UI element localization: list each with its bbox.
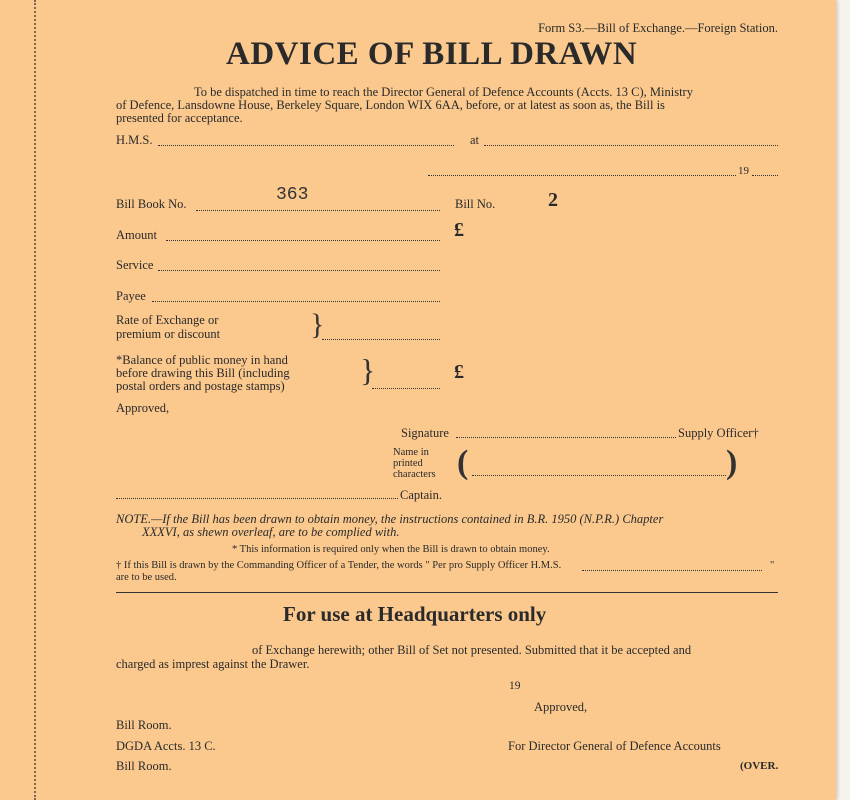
instruction-line-3: presented for acceptance. (116, 111, 243, 125)
name-label-line-1: Name in (393, 447, 429, 458)
payee-label: Payee (116, 289, 146, 303)
hq-line-1: of Exchange herewith; other Bill of Set not presented. Submitted that it be accepted and (252, 643, 692, 657)
rate-label-line-2: premium or discount (116, 327, 221, 341)
hq-approved: Approved, (534, 700, 588, 714)
hms-label: H.M.S. (116, 133, 153, 147)
hms-field[interactable] (158, 145, 454, 146)
balance-label-line-2: before drawing this Bill (including (116, 366, 290, 380)
bill-book-no-field[interactable] (196, 210, 440, 211)
name-close-paren: ) (726, 444, 738, 481)
perforation-line (34, 0, 36, 800)
footnote-dagger-quote: " (770, 560, 775, 571)
bill-room-1: Bill Room. (116, 718, 172, 732)
form-reference: Form S3.—Bill of Exchange.—Foreign Station. (538, 21, 778, 35)
bill-book-no-label: Bill Book No. (116, 197, 187, 211)
captain-field[interactable] (116, 498, 398, 499)
bill-no-label: Bill No. (455, 197, 496, 211)
footnote-star: * This information is required only when the Bill is drawn to obtain money. (232, 544, 550, 555)
footnote-dagger-line-1: † If this Bill is drawn by the Commanding Officer of a Tender, the words " Per pro Supply Officer H.M.S. (116, 560, 562, 571)
rate-brace: } (310, 308, 325, 341)
over-label: (OVER. (740, 760, 779, 772)
page-title: ADVICE OF BILL DRAWN (226, 36, 638, 72)
for-director-general: For Director General of Defence Accounts (508, 739, 721, 753)
balance-field[interactable] (372, 388, 440, 389)
rate-field[interactable] (322, 339, 440, 340)
signature-field[interactable] (456, 437, 676, 438)
hq-line-2: charged as imprest against the Drawer. (116, 657, 310, 671)
at-label: at (470, 133, 480, 147)
approved-label: Approved, (116, 401, 170, 415)
bill-no-value: 2 (548, 189, 558, 211)
note-line-1: NOTE.—If the Bill has been drawn to obtain money, the instructions contained in B.R. 1950 (N.P.R.) Chapter (116, 512, 664, 526)
captain-label: Captain. (400, 488, 443, 502)
pound-sign-amount: £ (454, 219, 464, 241)
name-open-paren: ( (457, 444, 469, 481)
supply-officer-label: Supply Officer† (678, 426, 759, 440)
rate-label-line-1: Rate of Exchange or (116, 313, 219, 327)
hq-year: 19 (509, 680, 521, 692)
instruction-line-2: of Defence, Lansdowne House, Berkeley Square, London WIX 6AA, before, or at latest as soon as, the Bill is (116, 98, 665, 112)
date-year-label: 19 (738, 165, 749, 177)
printed-name-field[interactable] (472, 475, 726, 476)
service-label: Service (116, 258, 154, 272)
dgda-accts: DGDA Accts. 13 C. (116, 739, 216, 753)
instruction-line-1: To be dispatched in time to reach the Director General of Defence Accounts (Accts. 13 C), Ministry (194, 85, 693, 99)
amount-field[interactable] (166, 240, 440, 241)
year-field[interactable] (752, 175, 778, 176)
footnote-dagger-line-2: are to be used. (116, 572, 177, 583)
hq-heading: For use at Headquarters only (283, 602, 547, 626)
bill-room-2: Bill Room. (116, 759, 172, 773)
signature-label: Signature (401, 426, 449, 440)
bill-book-no-value: 363 (276, 185, 309, 205)
payee-field[interactable] (152, 301, 440, 302)
date-field[interactable] (428, 175, 736, 176)
at-field[interactable] (484, 145, 778, 146)
name-label-line-2: printed (393, 458, 423, 469)
balance-label-line-3: postal orders and postage stamps) (116, 379, 285, 393)
balance-label-line-1: *Balance of public money in hand (116, 353, 288, 367)
tender-hms-field[interactable] (582, 570, 762, 571)
section-divider (116, 592, 778, 593)
service-field[interactable] (158, 270, 440, 271)
amount-label: Amount (116, 228, 157, 242)
pound-sign-balance: £ (454, 361, 464, 383)
note-line-2: XXXVI, as shewn overleaf, are to be complied with. (142, 525, 400, 539)
balance-brace: } (360, 352, 376, 388)
name-label-line-3: characters (393, 469, 436, 480)
